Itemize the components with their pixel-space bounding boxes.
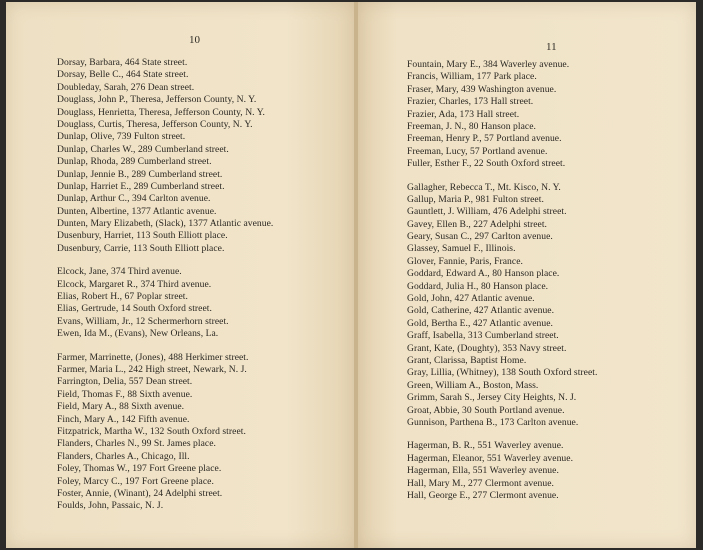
directory-entry: Gunnison, Parthena B., 173 Carlton avenue. <box>407 416 579 428</box>
directory-entry: Goddard, Edward A., 80 Hanson place. <box>407 268 560 280</box>
directory-entry: Dunlap, Harriet E., 289 Cumberland street. <box>57 180 225 192</box>
directory-entry: Flanders, Charles A., Chicago, Ill. <box>57 450 190 462</box>
directory-entry: Gavey, Ellen B., 227 Adelphi street. <box>407 218 547 230</box>
directory-entry: Frazier, Ada, 173 Hall street. <box>407 108 520 120</box>
left-page-number: 10 <box>189 34 200 46</box>
directory-entry: Foley, Thomas W., 197 Fort Greene place. <box>57 463 222 475</box>
directory-entry: Dunlap, Charles W., 289 Cumberland street. <box>57 143 229 155</box>
directory-entry: Dunlap, Jennie B., 289 Cumberland street. <box>57 168 223 180</box>
directory-entry: Foulds, John, Passaic, N. J. <box>57 500 164 512</box>
directory-entry: Gauntlett, J. William, 476 Adelphi street. <box>407 206 567 218</box>
directory-entry: Gold, Bertha E., 427 Atlantic avenue. <box>407 317 553 329</box>
directory-entry: Dunlap, Rhoda, 289 Cumberland street. <box>57 156 212 168</box>
directory-entry: Grant, Kate, (Doughty), 353 Navy street. <box>407 342 567 354</box>
left-directory-list <box>57 57 273 513</box>
directory-entry: Hall, Mary M., 277 Clermont avenue. <box>407 477 554 489</box>
directory-entry: Douglass, Henrietta, Theresa, Jefferson County, N. Y. <box>57 106 265 118</box>
directory-entry: Hagerman, Eleanor, 551 Waverley avenue. <box>407 452 574 464</box>
directory-entry: Geary, Susan C., 297 Carlton avenue. <box>407 231 553 243</box>
directory-entry: Foley, Marcy C., 197 Fort Greene place. <box>57 475 214 487</box>
directory-entry: Farmer, Maria L., 242 High street, Newark, N. J. <box>57 363 247 375</box>
directory-entry: Dusenbury, Carrie, 113 South Elliott place. <box>57 242 225 254</box>
directory-entry: Farrington, Delia, 557 Dean street. <box>57 376 193 388</box>
directory-entry: Glassey, Samuel F., Illinois. <box>407 243 516 255</box>
directory-entry: Gold, Catherine, 427 Atlantic avenue. <box>407 305 555 317</box>
directory-entry: Dunlap, Olive, 739 Fulton street. <box>57 131 186 143</box>
directory-entry: Graff, Isabella, 313 Cumberland street. <box>407 330 559 342</box>
directory-entry: Elias, Gertrude, 14 South Oxford street. <box>57 303 212 315</box>
directory-entry: Elcock, Jane, 374 Third avenue. <box>57 266 182 278</box>
directory-entry: Doubleday, Sarah, 276 Dean street. <box>57 81 195 93</box>
directory-entry: Field, Thomas F., 88 Sixth avenue. <box>57 388 193 400</box>
directory-entry: Evans, William, Jr., 12 Schermerhorn street. <box>57 315 229 327</box>
directory-entry: Frazier, Charles, 173 Hall street. <box>407 96 534 108</box>
directory-entry: Foster, Annie, (Winant), 24 Adelphi street. <box>57 487 223 499</box>
directory-entry: Grant, Clarissa, Baptist Home. <box>407 354 527 366</box>
directory-entry: Field, Mary A., 88 Sixth avenue. <box>57 401 185 413</box>
directory-entry: Groat, Abbie, 30 South Portland avenue. <box>407 404 565 416</box>
directory-entry: Dorsay, Belle C., 464 State street. <box>57 69 189 81</box>
directory-entry: Hagerman, B. R., 551 Waverley avenue. <box>407 440 564 452</box>
directory-entry: Goddard, Julia H., 80 Hanson place. <box>407 280 549 292</box>
directory-entry: Farmer, Marrinette, (Jones), 488 Herkimer street. <box>57 351 249 363</box>
directory-entry: Flanders, Charles N., 99 St. James place. <box>57 438 216 450</box>
directory-entry: Freeman, J. N., 80 Hanson place. <box>407 120 536 132</box>
directory-entry: Elias, Robert H., 67 Poplar street. <box>57 291 188 303</box>
directory-entry: Dunlap, Arthur C., 394 Carlton avenue. <box>57 193 211 205</box>
directory-entry: Gold, John, 427 Atlantic avenue. <box>407 293 535 305</box>
directory-entry: Dorsay, Barbara, 464 State street. <box>57 57 188 68</box>
directory-entry: Fountain, Mary E., 384 Waverley avenue. <box>407 59 570 70</box>
directory-entry: Fraser, Mary, 439 Washington avenue. <box>407 83 557 95</box>
directory-entry: Hagerman, Ella, 551 Waverley avenue. <box>407 465 559 477</box>
directory-entry: Douglass, John P., Theresa, Jefferson County, N. Y. <box>57 94 257 106</box>
directory-entry: Dunten, Mary Elizabeth, (Slack), 1377 Atlantic avenue. <box>57 218 274 230</box>
directory-entry: Dusenbury, Harriet, 113 South Elliott place. <box>57 230 228 242</box>
directory-entry: Grimm, Sarah S., Jersey City Heights, N. J. <box>407 392 577 404</box>
directory-entry: Hall, George E., 277 Clermont avenue. <box>407 489 559 501</box>
directory-entry: Finch, Mary A., 142 Fifth avenue. <box>57 413 190 425</box>
directory-entry: Fuller, Esther F., 22 South Oxford street. <box>407 158 566 170</box>
book-gutter <box>354 2 358 548</box>
directory-entry: Dunten, Albertine, 1377 Atlantic avenue. <box>57 205 217 217</box>
directory-entry: Ewen, Ida M., (Evans), New Orleans, La. <box>57 328 219 340</box>
directory-entry: Francis, William, 177 Park place. <box>407 71 537 83</box>
directory-entry: Gallagher, Rebecca T., Mt. Kisco, N. Y. <box>407 181 561 193</box>
directory-entry: Fitzpatrick, Martha W., 132 South Oxford street. <box>57 425 246 437</box>
directory-entry: Glover, Fannie, Paris, France. <box>407 255 523 267</box>
directory-entry: Freeman, Lucy, 57 Portland avenue. <box>407 145 548 157</box>
right-directory-list <box>407 59 597 502</box>
directory-entry: Douglass, Curtis, Theresa, Jefferson County, N. Y. <box>57 118 253 130</box>
directory-entry: Gallup, Maria P., 981 Fulton street. <box>407 193 544 205</box>
directory-entry: Freeman, Henry P., 57 Portland avenue. <box>407 133 562 145</box>
directory-entry: Elcock, Margaret R., 374 Third avenue. <box>57 278 212 290</box>
directory-entry: Green, William A., Boston, Mass. <box>407 379 539 391</box>
directory-entry: Gray, Lillia, (Whitney), 138 South Oxford street. <box>407 367 598 379</box>
right-page-number: 11 <box>546 41 557 53</box>
